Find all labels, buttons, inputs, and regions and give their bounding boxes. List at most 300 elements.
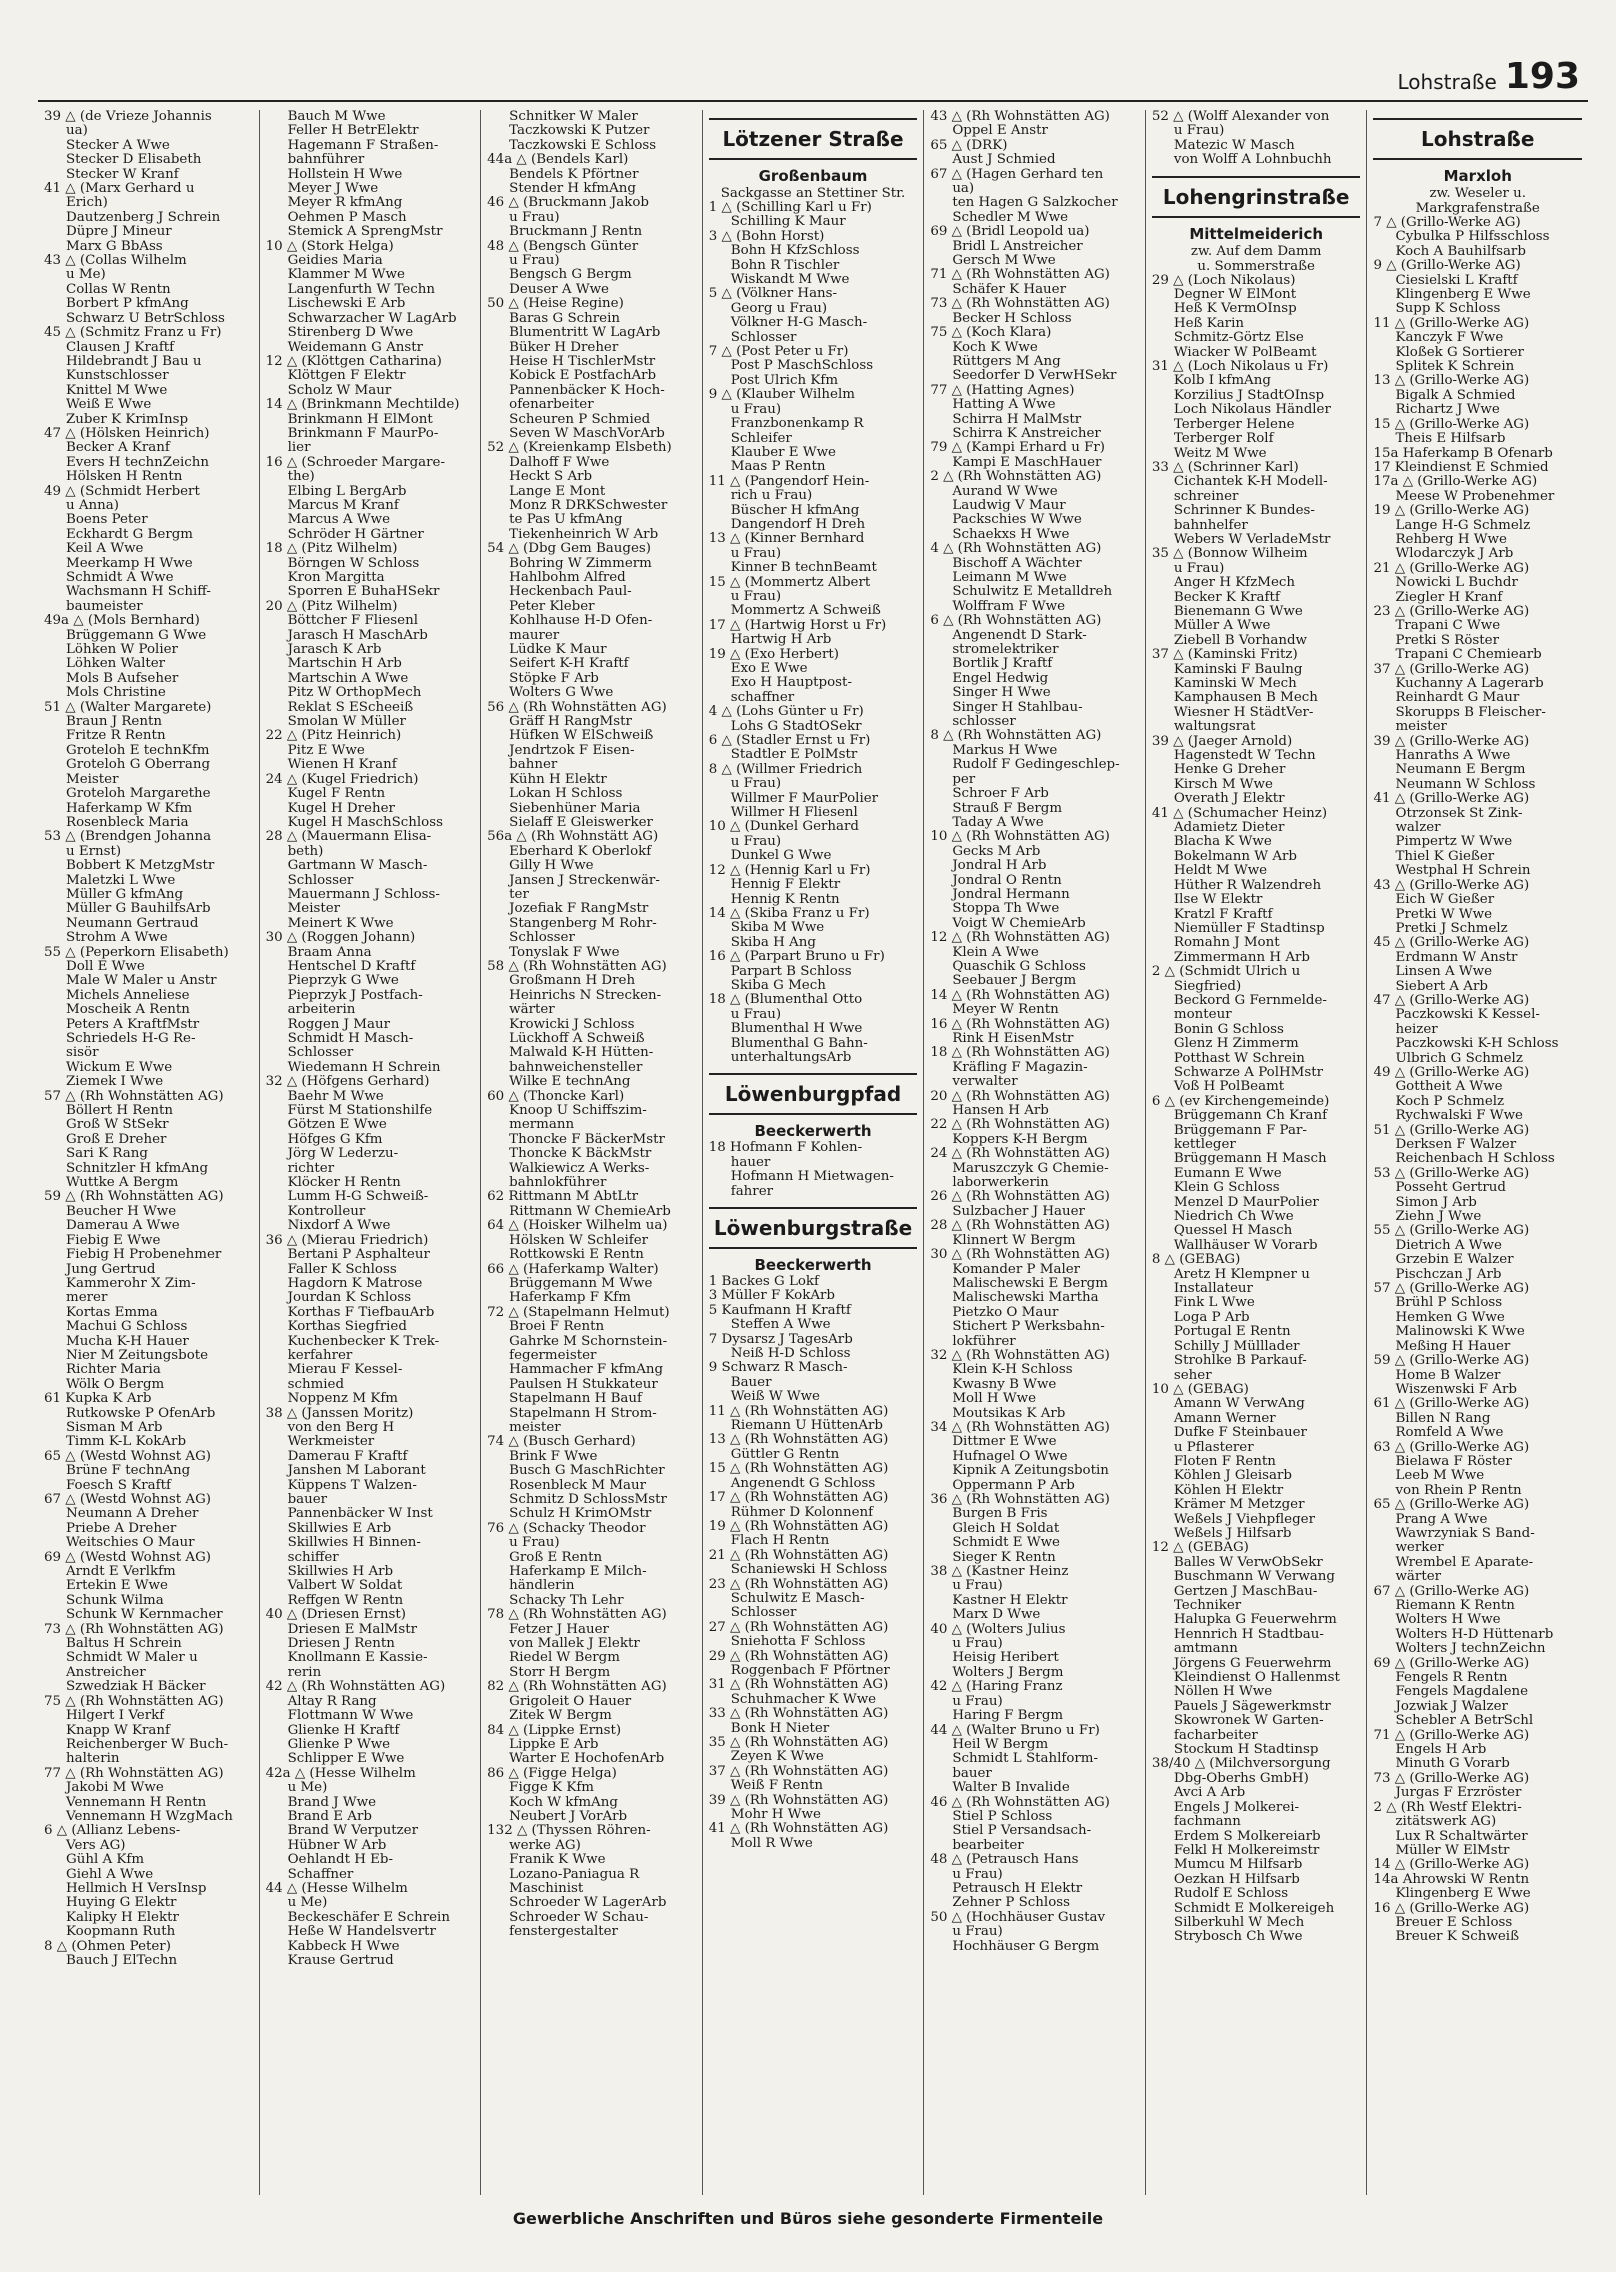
resident-entry: Fiebig H Probenehmer <box>66 1247 222 1263</box>
house-number-entry: 56 △ (Rh Wohnstätten AG) <box>487 699 667 715</box>
resident-entry: Korthas Siegfried <box>287 1319 407 1335</box>
resident-entry: Skowronek W Garten- <box>1173 1713 1324 1729</box>
house-number-entry: 11 △ (Grillo-Werke AG) <box>1373 315 1530 331</box>
resident-entry: Reinhardt G Maur <box>1395 690 1520 706</box>
resident-entry: Schacky Th Lehr <box>509 1592 624 1608</box>
resident-entry: Sporren E BuhaHSekr <box>287 584 440 600</box>
resident-entry: Jung Gertrud <box>66 1261 156 1277</box>
resident-entry: Martschin A Wwe <box>287 670 409 686</box>
house-number-entry: 78 △ (Rh Wohnstätten AG) <box>487 1607 667 1623</box>
house-number-entry: 10 △ (Dunkel Gerhard <box>708 819 859 835</box>
resident-entry: waltungsrat <box>1173 719 1256 735</box>
resident-entry: Wuttke A Bergm <box>66 1175 179 1191</box>
resident-entry: Bohn R Tischler <box>730 257 840 273</box>
house-number-entry: 54 △ (Dbg Gem Bauges) <box>487 541 651 557</box>
resident-entry: Willmer H Fliesenl <box>730 805 858 821</box>
resident-entry: Potthast W Schrein <box>1173 1050 1305 1066</box>
resident-entry: Franik K Wwe <box>509 1852 606 1868</box>
resident-entry: Wolters H Wwe <box>1395 1612 1501 1628</box>
resident-entry: Minuth G Vorarb <box>1395 1756 1510 1772</box>
resident-entry: Groteloh E technKfm <box>66 742 210 758</box>
house-number-entry: 9 △ (Klauber Wilhelm <box>708 387 855 403</box>
house-number-entry: 42a △ (Hesse Wilhelm <box>265 1765 416 1781</box>
house-number-entry: 65 △ (Grillo-Werke AG) <box>1373 1497 1530 1513</box>
house-number-entry: 41 △ (Marx Gerhard u <box>44 181 195 197</box>
house-number-entry: 6 △ (Stadler Ernst u Fr) <box>708 733 871 749</box>
resident-entry: Oehmen P Masch <box>287 209 407 225</box>
resident-entry: Hemken G Wwe <box>1395 1309 1505 1325</box>
resident-entry: Paczkowski K-H Schloss <box>1395 1036 1559 1052</box>
resident-entry: stromelektriker <box>952 642 1059 658</box>
resident-entry: Kwasny B Wwe <box>952 1376 1057 1392</box>
house-number-entry: 49a △ (Mols Bernhard) <box>44 613 200 629</box>
resident-entry: Reichenbach H Schloss <box>1395 1151 1555 1167</box>
house-number-entry: 36 △ (Mierau Friedrich) <box>265 1232 429 1248</box>
resident-entry: ua) <box>66 123 88 139</box>
resident-entry: Valbert W Soldat <box>287 1578 403 1594</box>
resident-entry: Hildebrandt J Bau u <box>66 353 202 369</box>
house-number-entry: 9 △ (Grillo-Werke AG) <box>1373 258 1521 274</box>
resident-entry: Giehl A Wwe <box>66 1866 154 1882</box>
page-number: 193 <box>1504 56 1580 97</box>
resident-entry: Aust J Schmied <box>952 152 1056 168</box>
resident-entry: Groß W StSekr <box>66 1117 169 1133</box>
resident-entry: Höfges G Kfm <box>287 1131 383 1147</box>
resident-entry: Schnitker W Maler <box>509 110 638 124</box>
resident-entry: meister <box>1395 719 1447 735</box>
resident-entry: Kaminski F Baulng <box>1173 661 1303 677</box>
resident-entry: Avci A Arb <box>1173 1785 1246 1801</box>
resident-entry: Bischoff A Wächter <box>952 555 1082 571</box>
resident-entry: Reklat S EScheeiß <box>287 699 414 715</box>
resident-entry: Mommertz A Schweiß <box>730 603 881 619</box>
resident-entry: Brinkmann H ElMont <box>287 411 433 427</box>
resident-entry: u Frau) <box>1173 123 1225 139</box>
house-number-entry: 35 △ (Rh Wohnstätten AG) <box>708 1735 889 1750</box>
resident-entry: Brüne F technAng <box>66 1463 191 1479</box>
house-number-entry: 53 △ (Brendgen Johanna <box>44 829 212 845</box>
resident-entry: merer <box>66 1290 108 1306</box>
house-number-entry: 26 △ (Rh Wohnstätten AG) <box>930 1189 1110 1205</box>
house-number-entry: 52 △ (Kreienkamp Elsbeth) <box>487 440 672 456</box>
resident-entry: Oezkan H Hilfsarb <box>1173 1871 1300 1887</box>
house-number-entry: 31 △ (Loch Nikolaus u Fr) <box>1151 359 1329 375</box>
resident-entry: Hollstein H Wwe <box>287 166 403 182</box>
house-number-entry: 12 △ (Klöttgen Catharina) <box>265 353 442 369</box>
house-number-entry: 13 △ (Grillo-Werke AG) <box>1373 373 1530 389</box>
house-number-entry: 22 △ (Pitz Heinrich) <box>265 728 402 744</box>
resident-entry: wärter <box>509 1002 555 1018</box>
house-number-entry: 73 △ (Rh Wohnstätten AG) <box>44 1621 224 1637</box>
resident-entry: Hellmich H VersInsp <box>66 1880 207 1896</box>
resident-entry: Lohs G StadtOSekr <box>730 718 862 734</box>
house-number-entry: 15a Haferkamp B Ofenarb <box>1373 445 1553 461</box>
resident-entry: Hennig F Elektr <box>730 877 841 893</box>
district-name: Beeckerwerth <box>754 1122 872 1141</box>
resident-entry: Schleifer <box>730 430 792 446</box>
resident-entry: Sieger K Rentn <box>952 1549 1056 1565</box>
resident-entry: Marcus A Wwe <box>287 512 391 528</box>
house-number-entry: 42 △ (Rh Wohnstätten AG) <box>265 1679 446 1695</box>
house-number-entry: 28 △ (Mauermann Elisa- <box>265 829 432 845</box>
house-number-entry: 17 △ (Rh Wohnstätten AG) <box>708 1490 889 1506</box>
resident-entry: Jansen J Streckenwär- <box>509 872 660 888</box>
resident-entry: Pitz E Wwe <box>287 742 365 758</box>
house-number-entry: 52 △ (Wolff Alexander von <box>1151 110 1330 124</box>
resident-entry: Gühl A Kfm <box>66 1852 145 1868</box>
street-heading <box>709 118 918 160</box>
resident-entry: Stirenberg D Wwe <box>287 325 414 341</box>
resident-entry: Henke G Dreher <box>1173 762 1286 778</box>
house-number-entry: 15 △ (Rh Wohnstätten AG) <box>708 1461 889 1477</box>
resident-entry: Brinkmann F MaurPo- <box>287 425 439 441</box>
resident-entry: Schulwitz E Metalldreh <box>952 584 1113 600</box>
house-number-entry: 12 △ (GEBAG) <box>1151 1540 1249 1556</box>
house-number-entry: 11 △ (Rh Wohnstätten AG) <box>708 1403 889 1419</box>
resident-entry: Storr H Bergm <box>509 1664 611 1680</box>
house-number-entry: 6 △ (Rh Wohnstätten AG) <box>930 613 1102 629</box>
resident-entry: Quaschik G Schloss <box>952 958 1086 974</box>
house-number-entry: 57 △ (Rh Wohnstätten AG) <box>44 1088 224 1104</box>
resident-entry: Jörg W Lederzu- <box>287 1146 399 1162</box>
district-name: Beeckerwerth <box>754 1256 872 1274</box>
resident-entry: ter <box>509 886 529 902</box>
house-number-entry: 2 △ (Rh Wohnstätten AG) <box>930 469 1102 485</box>
resident-entry: baumeister <box>66 598 143 614</box>
house-number-entry: 24 △ (Kugel Friedrich) <box>265 771 419 787</box>
resident-entry: Peters A KraftfMstr <box>66 1016 200 1032</box>
resident-entry: Stichert P Werksbahn- <box>952 1319 1105 1335</box>
resident-entry: Jondral H Arb <box>952 858 1047 874</box>
resident-entry: Brand E Arb <box>287 1808 372 1824</box>
resident-entry: Schuhmacher K Wwe <box>730 1691 877 1707</box>
resident-entry: Schnitzler H kfmAng <box>66 1160 209 1176</box>
resident-entry: Installateur <box>1173 1281 1253 1297</box>
resident-entry: Meinert K Wwe <box>287 915 394 931</box>
resident-entry: Romfeld A Wwe <box>1395 1425 1504 1441</box>
resident-entry: Groß E Rentn <box>509 1549 603 1565</box>
resident-entry: Braam Anna <box>287 944 372 960</box>
resident-entry: Brüggemann Ch Kranf <box>1173 1108 1328 1124</box>
resident-entry: Kontrolleur <box>287 1203 366 1219</box>
resident-entry: Bendels K Pförtner <box>509 166 639 182</box>
resident-entry: Mucha K-H Hauer <box>66 1333 189 1349</box>
resident-entry: Götzen E Wwe <box>287 1117 387 1133</box>
resident-entry: Komander P Maler <box>952 1261 1081 1277</box>
resident-entry: Oehlandt H Eb- <box>287 1852 394 1868</box>
resident-entry: Hentschel D Kraftf <box>287 958 416 974</box>
resident-entry: Groteloh G Oberrang <box>66 757 211 773</box>
resident-entry: Neubert J VorArb <box>509 1808 628 1824</box>
house-number-entry: 47 △ (Hölsken Heinrich) <box>44 425 210 441</box>
resident-entry: u Frau) <box>952 1866 1003 1882</box>
resident-entry: Heise H TischlerMstr <box>509 353 656 369</box>
resident-entry: Anstreicher <box>66 1664 146 1680</box>
resident-entry: Lischewski E Arb <box>287 296 406 312</box>
resident-entry: Maschinist <box>509 1880 584 1896</box>
resident-entry: Seifert K-H Kraftf <box>509 656 629 672</box>
resident-entry: Baras G Schrein <box>509 310 620 326</box>
resident-entry: Wiszenwski F Arb <box>1395 1381 1517 1397</box>
resident-entry: Engels H Arb <box>1395 1742 1487 1758</box>
resident-entry: Löhken Walter <box>66 656 166 672</box>
resident-entry: Malinowski K Wwe <box>1395 1324 1525 1340</box>
house-number-entry: 51 △ (Grillo-Werke AG) <box>1373 1122 1530 1138</box>
header-street: Lohstraße <box>1397 70 1497 94</box>
resident-entry: lier <box>287 440 311 456</box>
resident-entry: Baehr M Wwe <box>287 1088 384 1104</box>
resident-entry: Singer H Wwe <box>952 685 1051 701</box>
resident-entry: Borbert P kfmAng <box>66 296 189 312</box>
resident-entry: Böllert H Rentn <box>66 1103 174 1119</box>
resident-entry: Rudolf E Schloss <box>1173 1886 1289 1902</box>
resident-entry: Gottheit A Wwe <box>1395 1079 1503 1095</box>
resident-entry: rich u Frau) <box>730 488 813 504</box>
house-number-entry: 51 △ (Walter Margarete) <box>44 699 212 715</box>
column-5 <box>924 110 1146 2195</box>
house-number-entry: 46 △ (Bruckmann Jakob <box>487 195 649 211</box>
house-number-entry: 31 △ (Rh Wohnstätten AG) <box>708 1677 889 1693</box>
resident-entry: Seebauer J Bergm <box>952 973 1077 989</box>
house-number-entry: 73 △ (Rh Wohnstätten AG) <box>930 296 1110 312</box>
resident-entry: Kirsch M Wwe <box>1173 776 1273 792</box>
resident-entry: Wickum E Wwe <box>66 1059 173 1075</box>
resident-entry: Brand W Verputzer <box>287 1823 418 1839</box>
resident-entry: Georg u Frau) <box>730 300 828 316</box>
resident-entry: seher <box>1173 1367 1212 1383</box>
house-number-entry: 5 Kaufmann H Kraftf <box>708 1302 851 1318</box>
resident-entry: Becker H Schloss <box>952 310 1072 326</box>
resident-entry: Hofmann H Mietwagen- <box>730 1169 894 1185</box>
house-number-entry: 10 △ (Stork Helga) <box>265 238 394 254</box>
resident-entry: Ertekin E Wwe <box>66 1578 168 1594</box>
resident-entry: Oppermann P Arb <box>952 1477 1075 1493</box>
resident-entry: Otrzonsek St Zink- <box>1395 805 1523 821</box>
house-number-entry: 47 △ (Grillo-Werke AG) <box>1373 992 1530 1008</box>
house-number-entry: 40 △ (Driesen Ernst) <box>265 1607 406 1623</box>
resident-entry: Hagemann F Straßen- <box>287 137 439 153</box>
resident-entry: Koch K Wwe <box>952 339 1038 355</box>
house-number-entry: 19 △ (Rh Wohnstätten AG) <box>708 1518 889 1534</box>
house-number-entry: 29 △ (Loch Nikolaus) <box>1151 272 1296 288</box>
resident-entry: Schlosser <box>509 930 575 946</box>
resident-entry: Kaminski W Mech <box>1173 676 1297 691</box>
resident-entry: Wiskandt M Wwe <box>730 272 850 288</box>
resident-entry: Heldt M Wwe <box>1173 863 1268 879</box>
resident-entry: Heß K VermOInsp <box>1173 301 1297 317</box>
resident-entry: Kalipky H Elektr <box>66 1909 179 1925</box>
resident-entry: Schlosser <box>287 1045 354 1061</box>
resident-entry: Malischewski Martha <box>952 1290 1099 1306</box>
house-number-entry: 40 △ (Wolters Julius <box>930 1621 1066 1637</box>
resident-entry: Schmitz-Görtz Else <box>1173 330 1304 346</box>
resident-entry: Tonyslak F Wwe <box>509 944 620 960</box>
district-name: Marxloh <box>1443 167 1512 185</box>
resident-entry: unterhaltungsArb <box>730 1049 852 1065</box>
resident-entry: Bohring W Zimmerm <box>509 555 652 571</box>
resident-entry: Doll E Wwe <box>66 958 145 974</box>
resident-entry: schlosser <box>952 714 1016 730</box>
resident-entry: u Ernst) <box>66 843 122 859</box>
resident-entry: Boens Peter <box>66 512 148 528</box>
resident-entry: Faller K Schloss <box>287 1261 397 1277</box>
resident-entry: Keil A Wwe <box>66 541 144 557</box>
resident-entry: Gahrke M Schornstein- <box>509 1333 668 1349</box>
resident-entry: Grzebin E Walzer <box>1395 1252 1514 1268</box>
house-number-entry: 23 △ (Rh Wohnstätten AG) <box>708 1576 889 1592</box>
house-number-entry: 44a △ (Bendels Karl) <box>487 152 629 168</box>
resident-entry: Neiß H-D Schloss <box>730 1346 851 1362</box>
resident-entry: Müller A Wwe <box>1173 618 1271 634</box>
resident-entry: bearbeiter <box>952 1837 1024 1853</box>
house-number-entry: 50 △ (Heise Regine) <box>487 296 624 312</box>
resident-entry: sisör <box>66 1045 99 1061</box>
resident-entry: Dbg-Oberhs GmbH) <box>1173 1770 1309 1786</box>
resident-entry: Klöcker H Rentn <box>287 1175 401 1191</box>
resident-entry: Klein K-H Schloss <box>952 1362 1073 1378</box>
house-number-entry: 18 △ (Pitz Wilhelm) <box>265 541 398 557</box>
resident-entry: Franzbonenkamp R <box>730 416 864 432</box>
resident-entry: Cybulka P Hilfsschloss <box>1395 229 1550 245</box>
resident-entry: Langenfurth W Techn <box>287 281 436 297</box>
resident-entry: Riedel W Bergm <box>509 1650 620 1666</box>
resident-entry: Moll H Wwe <box>952 1391 1036 1407</box>
resident-entry: Kleindienst O Hallenmst <box>1173 1670 1340 1686</box>
resident-entry: Zimmermann H Arb <box>1173 949 1310 965</box>
resident-entry: Kohlhause H-D Ofen- <box>509 613 653 629</box>
resident-entry: Gleich H Soldat <box>952 1520 1060 1536</box>
house-number-entry: 66 △ (Haferkamp Walter) <box>487 1261 659 1277</box>
resident-entry: Becker A Kranf <box>66 440 170 456</box>
resident-entry: Schroeder W Schau- <box>509 1909 649 1925</box>
resident-entry: bahnhelfer <box>1173 517 1248 533</box>
resident-entry: Schmidt H Masch- <box>287 1031 414 1046</box>
street-heading <box>709 1207 918 1249</box>
resident-entry: amtmann <box>1173 1641 1238 1657</box>
resident-entry: Weidemann G Anstr <box>287 339 424 355</box>
resident-entry: Heckenbach Paul- <box>509 584 632 600</box>
house-number-entry: 132 △ (Thyssen Röhren- <box>487 1823 651 1839</box>
resident-entry: Hammacher F kfmAng <box>509 1362 664 1378</box>
resident-entry: Strohm A Wwe <box>66 930 168 946</box>
resident-entry: Thoncke K BäckMstr <box>509 1146 652 1162</box>
resident-entry: halterin <box>66 1751 120 1767</box>
resident-entry: Schroer F Arb <box>952 786 1049 802</box>
resident-entry: Kamphausen B Mech <box>1173 690 1318 706</box>
resident-entry: Buschmann W Verwang <box>1173 1569 1335 1585</box>
resident-entry: fahrer <box>730 1183 774 1199</box>
resident-entry: Müller W ElMstr <box>1395 1842 1510 1858</box>
street-heading <box>709 1073 918 1115</box>
resident-entry: Bridl L Anstreicher <box>952 238 1083 254</box>
column-1 <box>38 110 260 2195</box>
resident-entry: Ziegler H Kranf <box>1395 589 1503 605</box>
street-location-note: Sackgasse an Stettiner Str. <box>720 186 906 201</box>
resident-entry: Schäfer K Hauer <box>952 281 1067 297</box>
resident-entry: Kammerohr X Zim- <box>66 1275 196 1291</box>
resident-entry: maurer <box>509 627 560 643</box>
house-number-entry: 32 △ (Rh Wohnstätten AG) <box>930 1347 1110 1363</box>
resident-entry: walzer <box>1395 820 1441 836</box>
resident-entry: Knapp W Kranf <box>66 1722 170 1738</box>
resident-entry: Erich) <box>66 195 108 211</box>
resident-entry: Breuer E Schloss <box>1395 1914 1513 1930</box>
resident-entry: Stecker D Elisabeth <box>66 152 202 168</box>
resident-entry: Korthas F TiefbauArb <box>287 1304 435 1320</box>
resident-entry: Scholz W Maur <box>287 382 392 398</box>
resident-entry: Kloßek G Sortierer <box>1395 344 1524 360</box>
resident-entry: Heße W Handelsvertr <box>287 1924 436 1940</box>
resident-entry: Vennemann H Rentn <box>66 1794 207 1810</box>
resident-entry: Müller G BauhilfsArb <box>66 901 211 917</box>
resident-entry: Clausen J Kraftf <box>66 339 175 355</box>
house-number-entry: 41 △ (Rh Wohnstätten AG) <box>708 1821 889 1837</box>
resident-entry: Martschin H Arb <box>287 656 402 672</box>
resident-entry: Schilling K Maur <box>730 214 846 230</box>
street-name: Lötzener Straße <box>722 127 904 151</box>
house-number-entry: 77 △ (Rh Wohnstätten AG) <box>44 1765 224 1781</box>
house-number-entry: 42 △ (Haring Franz <box>930 1679 1063 1695</box>
house-number-entry: 43 △ (Grillo-Werke AG) <box>1373 877 1530 893</box>
house-number-entry: 64 △ (Hoisker Wilhelm ua) <box>487 1218 668 1234</box>
resident-entry: Haferkamp W Kfm <box>66 800 193 816</box>
resident-entry: Stender H kfmAng <box>509 181 636 197</box>
resident-entry: Rüttgers M Ang <box>952 353 1061 369</box>
resident-entry: Hennig K Rentn <box>730 891 840 907</box>
house-number-entry: 23 △ (Grillo-Werke AG) <box>1373 603 1530 619</box>
resident-entry: Blumenthal H Wwe <box>730 1021 863 1037</box>
resident-entry: Schlosser <box>730 329 797 345</box>
resident-entry: Wienen H Kranf <box>287 757 397 773</box>
house-number-entry: 38/40 △ (Milchversorgung <box>1151 1756 1331 1772</box>
resident-entry: Ilse W Elektr <box>1173 892 1263 908</box>
resident-entry: Bortlik J Kraftf <box>952 656 1053 672</box>
resident-entry: bahnweichensteller <box>509 1059 643 1075</box>
resident-entry: Schilly J Mülllader <box>1173 1338 1300 1354</box>
resident-entry: Stecker A Wwe <box>66 137 170 153</box>
resident-entry: Pietzko O Maur <box>952 1304 1059 1320</box>
resident-entry: Theis E Hilfsarb <box>1395 431 1506 447</box>
resident-entry: rerin <box>287 1664 322 1680</box>
resident-entry: Schwarz U BetrSchloss <box>66 310 225 326</box>
resident-entry: Meyer W Rentn <box>952 1002 1059 1018</box>
resident-entry: Kanczyk F Wwe <box>1395 330 1504 346</box>
resident-entry: Kugel H MaschSchloss <box>287 814 443 830</box>
resident-entry: Menzel D MaurPolier <box>1173 1194 1319 1210</box>
resident-entry: Wiesner H StädtVer- <box>1173 704 1314 720</box>
resident-entry: Driesen J Rentn <box>287 1636 395 1652</box>
street-heading <box>1152 176 1361 218</box>
house-number-entry: 21 △ (Rh Wohnstätten AG) <box>708 1547 889 1563</box>
resident-entry: Markus H Wwe <box>952 742 1058 758</box>
resident-entry: Strohlke B Parkauf- <box>1173 1353 1307 1369</box>
house-number-entry: 86 △ (Figge Helga) <box>487 1765 617 1781</box>
resident-entry: Pannenbäcker K Hoch- <box>509 382 665 398</box>
house-number-entry: 69 △ (Grillo-Werke AG) <box>1373 1655 1530 1671</box>
house-number-entry: 30 △ (Roggen Johann) <box>265 930 416 946</box>
resident-entry: Stadtler E PolMstr <box>730 747 858 763</box>
resident-entry: Schmitz D SchlossMstr <box>509 1492 667 1507</box>
house-number-entry: 76 △ (Schacky Theodor <box>487 1520 646 1536</box>
resident-entry: Zuber K KrimInsp <box>66 411 189 427</box>
resident-entry: Mols B Aufseher <box>66 670 179 686</box>
resident-entry: Schunk Wilma <box>66 1592 164 1608</box>
resident-entry: Sielaff E Gleiswerker <box>509 814 653 830</box>
resident-entry: Exo E Wwe <box>730 661 808 676</box>
page-header <box>1397 56 1580 97</box>
resident-entry: Loch Nikolaus Händler <box>1173 402 1331 418</box>
footer-note: Gewerbliche Anschriften und Büros siehe gesonderte Firmenteile <box>512 2209 1104 2228</box>
